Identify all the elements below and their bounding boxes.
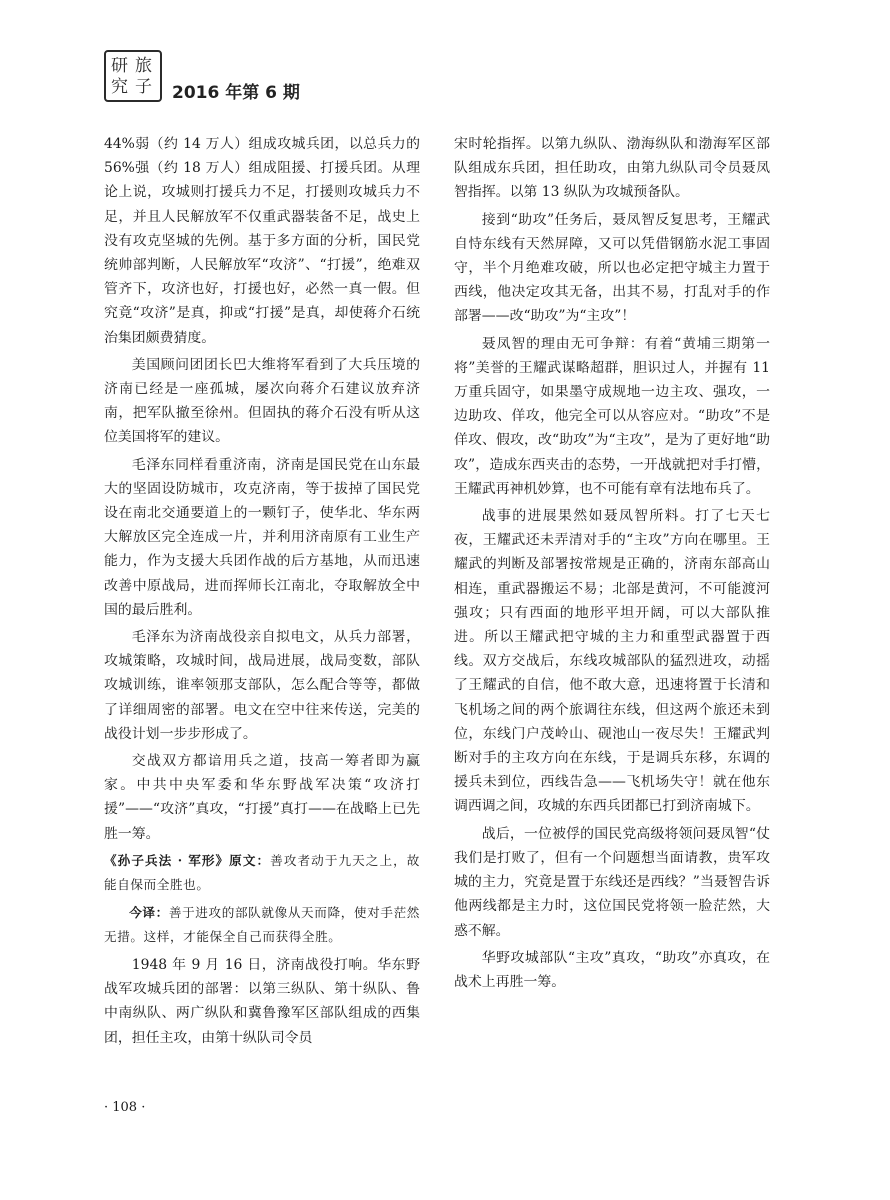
quote-original — [104, 849, 420, 897]
quote-translation — [104, 901, 420, 949]
paragraph: 1948 年 9 月 16 日，济南战役打响。华东野战军攻城兵团的部署：以第三纵队、第十纵队、鲁中南纵队、两广纵队和冀鲁豫军区部队组成的西集团，担任主攻，由第十纵队司令员 — [104, 956, 420, 1046]
logo-char: 旅 — [135, 56, 152, 76]
paragraph: 聂凤智的理由无可争辩：有着“黄埔三期第一将”美誉的王耀武谋略超群，胆识过人，并握有 11 万重兵固守，如果墨守成规地一边主攻、强攻，一边助攻、佯攻，他完全可以从容应对。“助攻”不是佯攻、假攻，改“助攻”为“主攻”，是为了更好地“助攻”，造成东西夹击的态势，一开战就把对手打懵，王耀武再神机妙算，也不可能有章有法地布兵了。 — [454, 335, 770, 497]
page-number: · 108 · — [104, 1100, 146, 1115]
logo-char: 究 — [111, 77, 128, 97]
paragraph: 战后，一位被俘的国民党高级将领问聂凤智“仗我们是打败了，但有一个问题想当面请教，贵军攻城的主力，究竟是置于东线还是西线？”当聂智告诉他两线都是主力时，这位国民党将领一脸茫然，大惑不解。 — [454, 825, 770, 939]
paragraph: 战事的进展果然如聂凤智所料。打了七天七夜，王耀武还未弄清对手的“主攻”方向在哪里。王耀武的判断及部署按常规是正确的，济南东部高山相连，重武器搬运不易；北部是黄河，不可能渡河强攻；只有西面的地形平坦开阔，可以大部队推进。所以王耀武把守城的主力和重型武器置于西线。双方交战后，东线攻城部队的猛烈进攻，动摇了王耀武的自信，他不敢大意，迅速将置于长清和飞机场之间的两个旅调往东线，但这两个旅还未到位，东线门户茂岭山、砚池山一夜尽失！王耀武判断对手的主攻方向在东线，于是调兵东移，东调的援兵未到位，西线告急——飞机场失守！就在他东调西调之间，攻城的东西兵团都已打到济南城下。 — [454, 508, 770, 815]
quote-text: 善攻者动于九天之上，故能自保而全胜也。 — [104, 852, 420, 892]
translation-text: 善于进攻的部队就像从天而降，使对手茫然无措。这样，才能保全自己而获得全胜。 — [104, 904, 420, 944]
paragraph: 华野攻城部队“主攻”真攻，“助攻”亦真攻，在战术上再胜一筹。 — [454, 949, 770, 990]
translation-label: 今译： — [129, 904, 169, 920]
paragraph: 毛泽东为济南战役亲自拟电文，从兵力部署，攻城策略，攻城时间，战局进展，战局变数，部队攻城训练，谁率领那支部队，怎么配合等等，都做了详细周密的部署。电文在空中往来传送，完美的战役计划一步步形成了。 — [104, 629, 420, 742]
paragraph: 44%弱（约 14 万人）组成攻城兵团，以总兵力的 56%强（约 18 万人）组成阻援、打援兵团。从理论上说，攻城则打援兵力不足，打援则攻城兵力不足，并且人民解放军不仅重武器装备不足，战史上没有攻克坚城的先例。基于多方面的分析，国民党统帅部判断，人民解放军“攻济”、“打援”，绝难双管齐下，攻济也好，打援也好，必然一真一假。但究竟“攻济”是真，抑或“打援”是真，却使蒋介石统治集团颇费猜度。 — [104, 136, 420, 346]
paragraph: 毛泽东同样看重济南，济南是国民党在山东最大的坚固设防城市，攻克济南，等于拔掉了国民党设在南北交通要道上的一颗钉子，使华北、华东两大解放区完全连成一片，并利用济南原有工业生产能力，作为支援大兵团作战的后方基地，从而迅速改善中原战局，进而挥师长江南北，夺取解放全中国的最后胜利。 — [104, 456, 420, 618]
quote-label: 《孙子兵法 · 军形》原文： — [104, 852, 271, 868]
paragraph: 交战双方都谙用兵之道，技高一筹者即为赢家。中共中央军委和华东野战军决策“攻济打援”——“攻济”真攻，“打援”真打——在战略上已先胜一筹。 — [104, 753, 420, 842]
journal-logo-seal — [104, 50, 162, 102]
paragraph: 宋时轮指挥。以第九纵队、渤海纵队和渤海军区部队组成东兵团，担任助攻，由第九纵队司令员聂凤智指挥。以第 13 纵队为攻城预备队。 — [454, 136, 770, 201]
issue-label: 2016 年第 6 期 — [172, 83, 300, 103]
logo-char: 研 — [111, 56, 128, 76]
left-column — [104, 132, 420, 1053]
logo-char: 子 — [135, 77, 152, 97]
paragraph: 美国顾问团团长巴大维将军看到了大兵压境的济南已经是一座孤城，屡次向蒋介石建议放弃济南，把军队撤至徐州。但固执的蒋介石没有听从这位美国将军的建议。 — [104, 356, 420, 446]
right-column — [454, 132, 770, 997]
paragraph: 接到“助攻”任务后，聂凤智反复思考，王耀武自恃东线有天然屏障，又可以凭借钢筋水泥工事固守，半个月绝难攻破，所以也必定把守城主力置于西线，他决定攻其无备，出其不易，打乱对手的作部署——改“助攻”为“主攻”！ — [454, 211, 770, 325]
